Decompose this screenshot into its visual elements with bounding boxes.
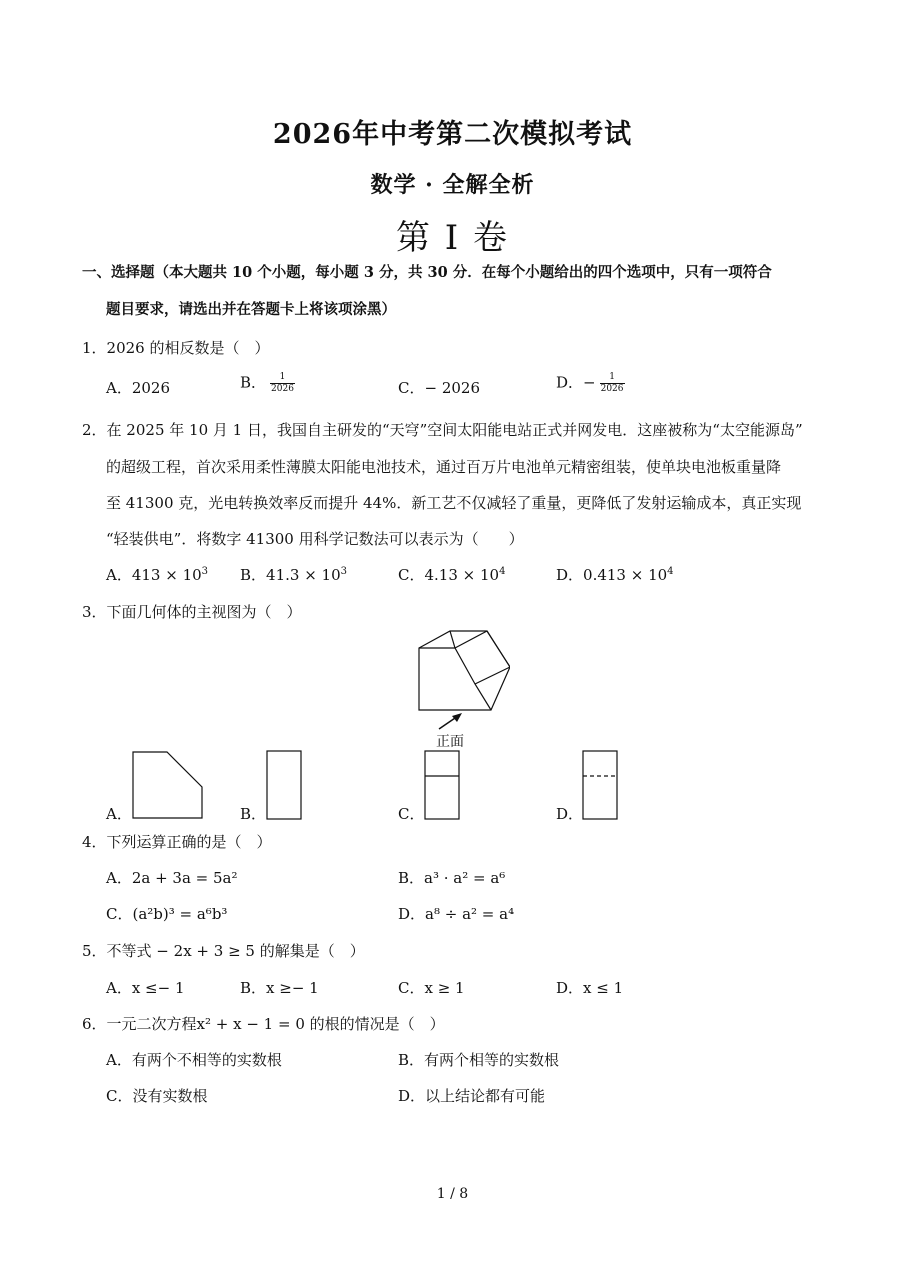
q2-option-b-exponent: 3 (340, 566, 347, 577)
q3-option-c: C． (398, 805, 425, 823)
fraction-denominator: 2026 (271, 384, 294, 394)
q1-option-d (556, 372, 625, 395)
solid-bevel-edge (475, 667, 510, 684)
exam-subtitle: 数学 · 全解全析 (370, 172, 535, 198)
question-5-stem: 5．不等式 − 2x + 3 ≥ 5 的解集是（ ） (82, 942, 365, 960)
q1-option-b (240, 372, 295, 395)
q2-option-b-base: B．41.3 × 10 (240, 566, 341, 584)
solid-figure (410, 625, 510, 720)
q1-option-a: A．2026 (106, 379, 171, 397)
question-2-line1: 2．在 2025 年 10 月 1 日，我国自主研发的“天穹”空间太阳能电站正式并网发电．这座被称为“太空能源岛” (82, 421, 803, 439)
exam-title: 2026年中考第二次模拟考试 (272, 119, 633, 150)
q6-option-b: B．有两个相等的实数根 (398, 1051, 560, 1069)
q4-option-d: D．a⁸ ÷ a² = a⁴ (398, 905, 515, 923)
q6-option-c: C．没有实数根 (106, 1087, 208, 1105)
question-1-stem: 1．2026 的相反数是（ ） (82, 339, 270, 357)
volume-title: 第 I 卷 (395, 218, 510, 258)
solid-front-edge (419, 648, 491, 710)
q2-option-d (556, 565, 674, 585)
q2-option-c-exponent: 4 (499, 566, 506, 577)
q3-option-d-figure (582, 750, 618, 820)
q2-option-c-base: C．4.13 × 10 (398, 566, 500, 584)
q5-option-b: B．x ≥− 1 (240, 979, 319, 997)
q2-option-c (398, 565, 505, 585)
q3-option-a-figure (132, 751, 204, 819)
question-2-line4: “轻装供电”．将数字 41300 用科学记数法可以表示为（ ） (106, 530, 524, 548)
fraction-numerator: 1 (270, 372, 295, 384)
q1-option-c: C．− 2026 (398, 379, 480, 397)
question-3-stem: 3．下面几何体的主视图为（ ） (82, 603, 302, 621)
q3-option-b: B． (240, 805, 267, 823)
front-arrow-icon (436, 710, 466, 732)
section-instructions-line1: 一、选择题（本大题共 10 个小题，每小题 3 分，共 30 分．在每个小题给出的四个选项中，只有一项符合 (82, 264, 772, 281)
q2-option-d-base: D．0.413 × 10 (556, 566, 668, 584)
q1-option-b-fraction (270, 372, 295, 395)
q2-option-b (240, 565, 347, 585)
q2-option-a-base: A．413 × 10 (106, 566, 202, 584)
q1-option-d-prefix: D．− (556, 373, 596, 392)
question-6-stem: 6．一元二次方程x² + x − 1 = 0 的根的情况是（ ） (82, 1015, 445, 1033)
q6-option-a: A．有两个不相等的实数根 (106, 1051, 282, 1069)
q4-option-b: B．a³ · a² = a⁶ (398, 869, 506, 887)
solid-back-edge (487, 631, 510, 667)
q1-option-b-prefix: B． (240, 373, 267, 392)
section-instructions-line2: 题目要求，请选出并在答题卡上将该项涂黑） (106, 301, 396, 318)
q3-option-b-figure (266, 750, 302, 820)
question-2-line3: 至 41300 克，光电转换效率反而提升 44%．新工艺不仅减轻了重量，更降低了发射运输成本，真正实现 (106, 494, 802, 512)
q2-option-a (106, 565, 208, 585)
fraction-numerator: 1 (600, 372, 625, 384)
q3-option-d: D． (556, 805, 584, 823)
q4-option-a: A．2a + 3a = 5a² (106, 869, 238, 887)
q2-option-a-exponent: 3 (201, 566, 209, 577)
q5-option-a: A．x ≤− 1 (106, 979, 185, 997)
q1-option-d-fraction (600, 372, 625, 395)
fraction-denominator: 2026 (600, 384, 624, 394)
q4-option-c: C．(a²b)³ = a⁶b³ (106, 905, 228, 923)
solid-top-edge-right (455, 631, 487, 648)
q3-option-a: A． (106, 805, 132, 823)
question-2-line2: 的超级工程，首次采用柔性薄膜太阳能电池技术，通过百万片电池单元精密组装，使单块电池板重量降 (106, 458, 782, 476)
page-number: 1 / 8 (436, 1186, 469, 1202)
q3-option-c-figure (424, 750, 460, 820)
q2-option-d-exponent: 4 (667, 566, 674, 577)
q5-option-c: C．x ≥ 1 (398, 979, 465, 997)
q6-option-d: D．以上结论都有可能 (398, 1087, 546, 1105)
front-label: 正面 (436, 734, 464, 750)
q5-option-d: D．x ≤ 1 (556, 979, 624, 997)
question-4-stem: 4．下列运算正确的是（ ） (82, 833, 272, 851)
solid-top-edge-left (450, 631, 455, 648)
